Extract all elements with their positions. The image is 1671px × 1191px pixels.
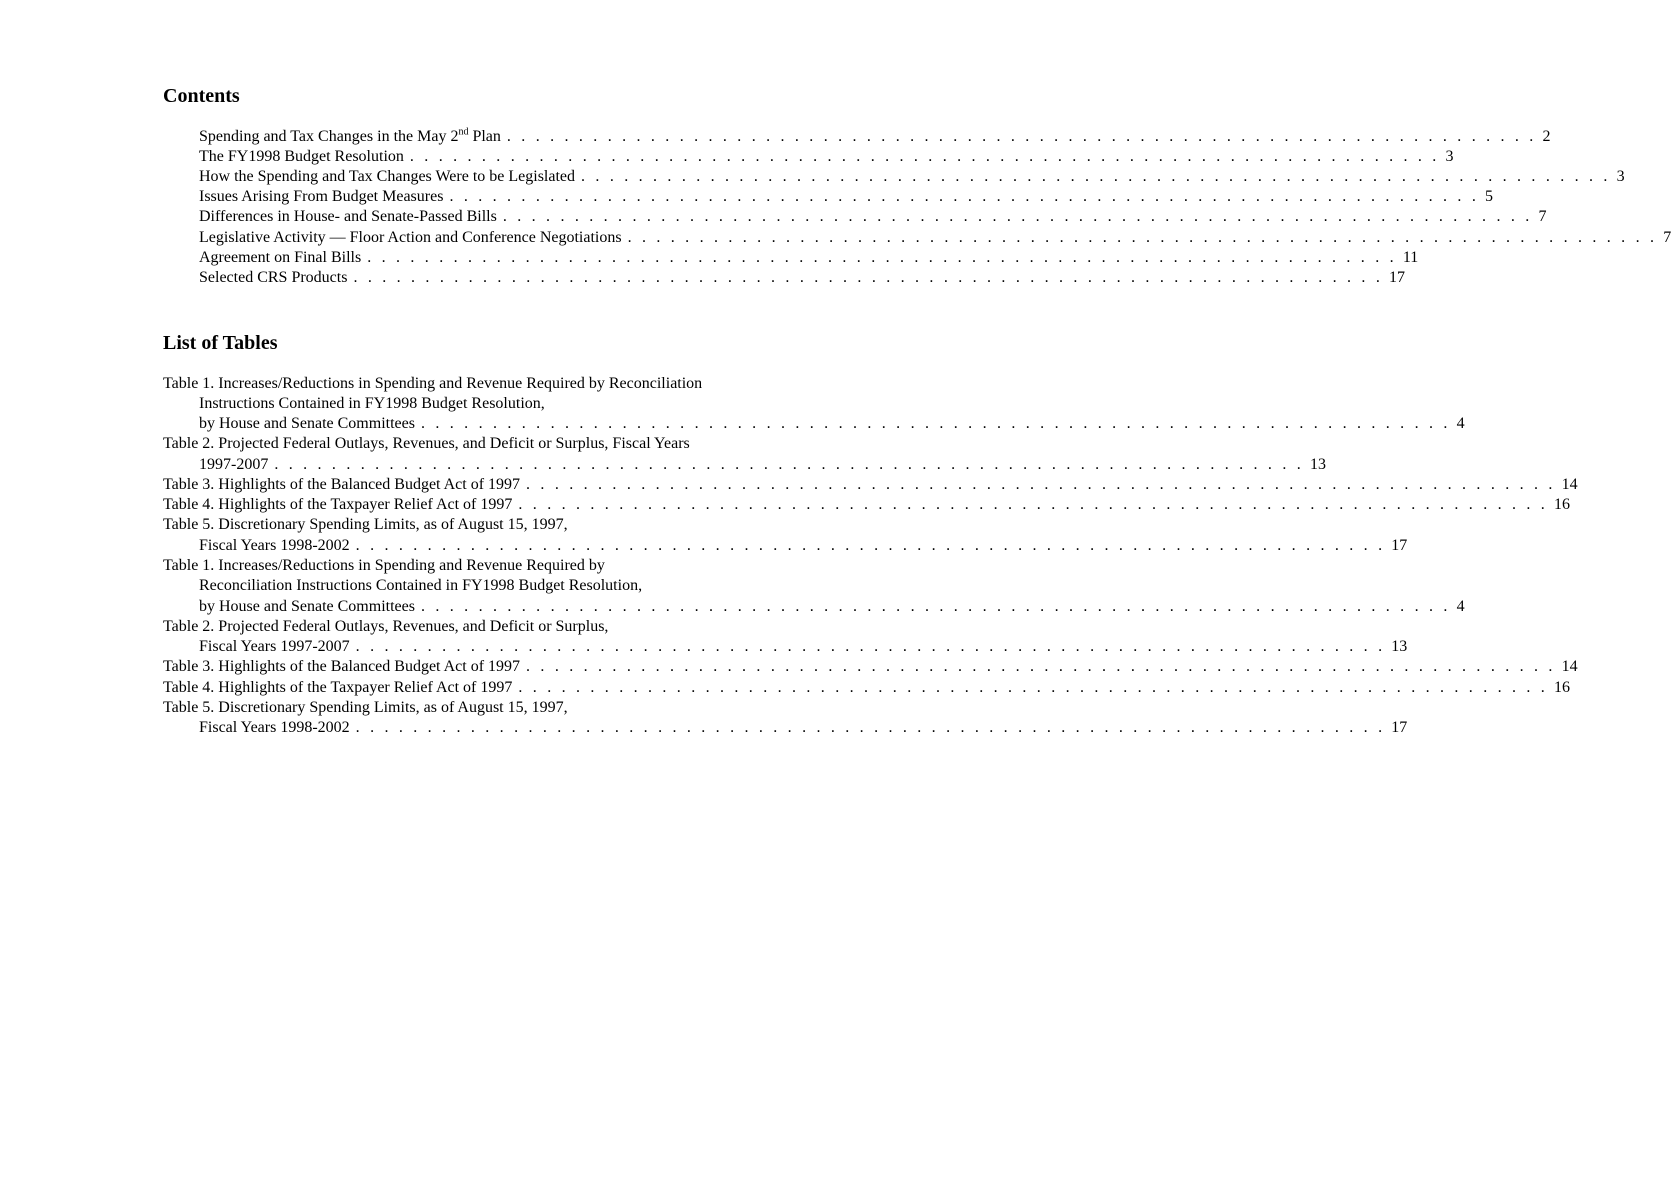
contents-entry[interactable] xyxy=(199,167,1625,187)
table-entry-page: 4 xyxy=(1456,598,1465,615)
dot-leader: . . . . . . . . . . . . . . . . . . . . . . . . . . . . . . . . . . . . . . . . . . . . . . . . . . . . . . . . . . . . . . . . . . . . . . . . xyxy=(526,658,1556,675)
contents-entry-title: How the Spending and Tax Changes Were to be Legislated xyxy=(199,168,576,185)
dot-leader: . . . . . . . . . . . . . . . . . . . . . . . . . . . . . . . . . . . . . . . . . . . . . . . . . . . . . . . . . . . . . . . . . . . . . . . . xyxy=(506,128,1537,145)
table-entry-title: Table 2. Projected Federal Outlays, Revenues, and Deficit or Surplus, Fiscal Years xyxy=(163,435,690,452)
table-entry-title: Table 2. Projected Federal Outlays, Revenues, and Deficit or Surplus, xyxy=(163,618,609,635)
dot-leader: . . . . . . . . . . . . . . . . . . . . . . . . . . . . . . . . . . . . . . . . . . . . . . . . . . . . . . . . . . . . . . . . . . . . . . . . xyxy=(581,168,1611,185)
contents-entry-title: The FY1998 Budget Resolution xyxy=(199,148,404,165)
dot-leader: . . . . . . . . . . . . . . . . . . . . . . . . . . . . . . . . . . . . . . . . . . . . . . . . . . . . . . . . . . . . . . . . . . . . . . . . xyxy=(627,229,1658,246)
table-entry-line[interactable] xyxy=(163,475,1578,495)
table-entry-line[interactable] xyxy=(163,495,1570,515)
dot-leader: . . . . . . . . . . . . . . . . . . . . . . . . . . . . . . . . . . . . . . . . . . . . . . . . . . . . . . . . . . . . . . . . . . . . . . . . xyxy=(526,476,1556,493)
dot-leader: . . . . . . . . . . . . . . . . . . . . . . . . . . . . . . . . . . . . . . . . . . . . . . . . . . . . . . . . . . . . . . . . . . . . . . . . xyxy=(274,456,1304,473)
dot-leader: . . . . . . . . . . . . . . . . . . . . . . . . . . . . . . . . . . . . . . . . . . . . . . . . . . . . . . . . . . . . . . . . . . . . . . . . xyxy=(355,719,1386,736)
contents-entry-page: 17 xyxy=(1389,269,1406,286)
table-entry-title: Table 1. Increases/Reductions in Spending and Revenue Required by xyxy=(163,557,605,574)
dot-leader: . . . . . . . . . . . . . . . . . . . . . . . . . . . . . . . . . . . . . . . . . . . . . . . . . . . . . . . . . . . . . . . . . . . . . . . . xyxy=(367,249,1397,266)
table-entry-line[interactable] xyxy=(199,637,1408,657)
table-entry-title: Table 3. Highlights of the Balanced Budget Act of 1997 xyxy=(163,476,521,493)
table-entry-title: by House and Senate Committees xyxy=(199,415,415,432)
table-entry-line[interactable] xyxy=(163,374,758,394)
contents-entry-title: Differences in House- and Senate-Passed Bills xyxy=(199,208,497,225)
table-entry-title: by House and Senate Committees xyxy=(199,598,415,615)
table-entry-title: Table 4. Highlights of the Taxpayer Relief Act of 1997 xyxy=(163,679,513,696)
table-entry-page: 17 xyxy=(1391,719,1408,736)
table-entry-line[interactable] xyxy=(199,576,757,596)
contents-entry[interactable] xyxy=(199,147,1454,167)
table-entry-title: Table 5. Discretionary Spending Limits, as of August 15, 1997, xyxy=(163,699,568,716)
contents-entry-page: 7 xyxy=(1663,229,1671,246)
table-entry-page: 13 xyxy=(1391,638,1408,655)
table-entry-title: Table 5. Discretionary Spending Limits, as of August 15, 1997, xyxy=(163,516,568,533)
contents-entry[interactable] xyxy=(199,228,1671,248)
table-entry-page: 17 xyxy=(1391,537,1408,554)
contents-entry-title: Selected CRS Products xyxy=(199,269,348,286)
table-entry-title: Fiscal Years 1997-2007 xyxy=(199,638,350,655)
table-entry-line[interactable] xyxy=(163,678,1570,698)
table-entry-line[interactable] xyxy=(163,515,758,535)
contents-entry-page: 3 xyxy=(1616,168,1625,185)
dot-leader: . . . . . . . . . . . . . . . . . . . . . . . . . . . . . . . . . . . . . . . . . . . . . . . . . . . . . . . . . . . . . . . . . . . . . . . . xyxy=(518,496,1548,513)
contents-entry-page: 5 xyxy=(1485,188,1494,205)
table-entry-title: Fiscal Years 1998-2002 xyxy=(199,537,350,554)
table-entry-line[interactable] xyxy=(199,718,1408,738)
contents-entry[interactable] xyxy=(199,248,1419,268)
contents-entry[interactable] xyxy=(199,187,1494,207)
table-entry-title: 1997-2007 xyxy=(199,456,269,473)
table-entry-title: Table 3. Highlights of the Balanced Budget Act of 1997 xyxy=(163,658,521,675)
contents-heading: Contents xyxy=(163,85,240,107)
contents-entry[interactable] xyxy=(199,207,1547,227)
list-of-tables-heading: List of Tables xyxy=(163,332,278,354)
table-entry-line[interactable] xyxy=(163,434,758,454)
dot-leader: . . . . . . . . . . . . . . . . . . . . . . . . . . . . . . . . . . . . . . . . . . . . . . . . . . . . . . . . . . . . . . . . . . . . . . . . xyxy=(420,598,1451,615)
table-entry-title: Instructions Contained in FY1998 Budget Resolution, xyxy=(199,395,545,412)
table-entry-line[interactable] xyxy=(199,597,1465,617)
dot-leader: . . . . . . . . . . . . . . . . . . . . . . . . . . . . . . . . . . . . . . . . . . . . . . . . . . . . . . . . . . . . . . . . . . . . . . . . xyxy=(409,148,1440,165)
dot-leader: . . . . . . . . . . . . . . . . . . . . . . . . . . . . . . . . . . . . . . . . . . . . . . . . . . . . . . . . . . . . . . . . . . . . . . . . xyxy=(353,269,1384,286)
contents-entry-title: Spending and Tax Changes in the May 2nd Plan xyxy=(199,126,501,145)
contents-entry[interactable] xyxy=(199,126,1551,147)
dot-leader: . . . . . . . . . . . . . . . . . . . . . . . . . . . . . . . . . . . . . . . . . . . . . . . . . . . . . . . . . . . . . . . . . . . . . . . . xyxy=(420,415,1451,432)
table-entry-page: 14 xyxy=(1561,476,1578,493)
dot-leader: . . . . . . . . . . . . . . . . . . . . . . . . . . . . . . . . . . . . . . . . . . . . . . . . . . . . . . . . . . . . . . . . . . . . . . . . xyxy=(518,679,1548,696)
contents-entry-page: 3 xyxy=(1445,148,1454,165)
contents-entry[interactable] xyxy=(199,268,1406,288)
table-entry-title: Table 1. Increases/Reductions in Spending and Revenue Required by Reconciliation xyxy=(163,375,703,392)
table-entry-line[interactable] xyxy=(199,536,1408,556)
dot-leader: . . . . . . . . . . . . . . . . . . . . . . . . . . . . . . . . . . . . . . . . . . . . . . . . . . . . . . . . . . . . . . . . . . . . . . . . xyxy=(449,188,1480,205)
contents-entry-title: Issues Arising From Budget Measures xyxy=(199,188,444,205)
table-entry-line[interactable] xyxy=(199,394,757,414)
table-entry-page: 16 xyxy=(1554,679,1570,696)
table-entry-title: Reconciliation Instructions Contained in FY1998 Budget Resolution, xyxy=(199,577,643,594)
table-entry-line[interactable] xyxy=(199,414,1465,434)
table-entry-page: 13 xyxy=(1309,456,1326,473)
table-entry-page: 14 xyxy=(1561,658,1578,675)
table-entry-line[interactable] xyxy=(163,617,758,637)
dot-leader: . . . . . . . . . . . . . . . . . . . . . . . . . . . . . . . . . . . . . . . . . . . . . . . . . . . . . . . . . . . . . . . . . . . . . . . . xyxy=(355,638,1386,655)
table-entry-line[interactable] xyxy=(163,556,758,576)
table-entry-title: Table 4. Highlights of the Taxpayer Relief Act of 1997 xyxy=(163,496,513,513)
dot-leader: . . . . . . . . . . . . . . . . . . . . . . . . . . . . . . . . . . . . . . . . . . . . . . . . . . . . . . . . . . . . . . . . . . . . . . . . xyxy=(355,537,1386,554)
table-entry-page: 16 xyxy=(1554,496,1570,513)
table-entry-line[interactable] xyxy=(199,455,1326,475)
contents-entry-title: Agreement on Final Bills xyxy=(199,249,362,266)
contents-entry-title: Legislative Activity — Floor Action and Conference Negotiations xyxy=(199,229,622,246)
contents-entry-page: 7 xyxy=(1538,208,1547,225)
table-entry-page: 4 xyxy=(1456,415,1465,432)
contents-entry-page: 11 xyxy=(1402,249,1419,266)
contents-entry-page: 2 xyxy=(1542,128,1551,145)
table-entry-title: Fiscal Years 1998-2002 xyxy=(199,719,350,736)
table-entry-line[interactable] xyxy=(163,657,1578,677)
table-entry-line[interactable] xyxy=(163,698,758,718)
dot-leader: . . . . . . . . . . . . . . . . . . . . . . . . . . . . . . . . . . . . . . . . . . . . . . . . . . . . . . . . . . . . . . . . . . . . . . . . xyxy=(502,208,1533,225)
